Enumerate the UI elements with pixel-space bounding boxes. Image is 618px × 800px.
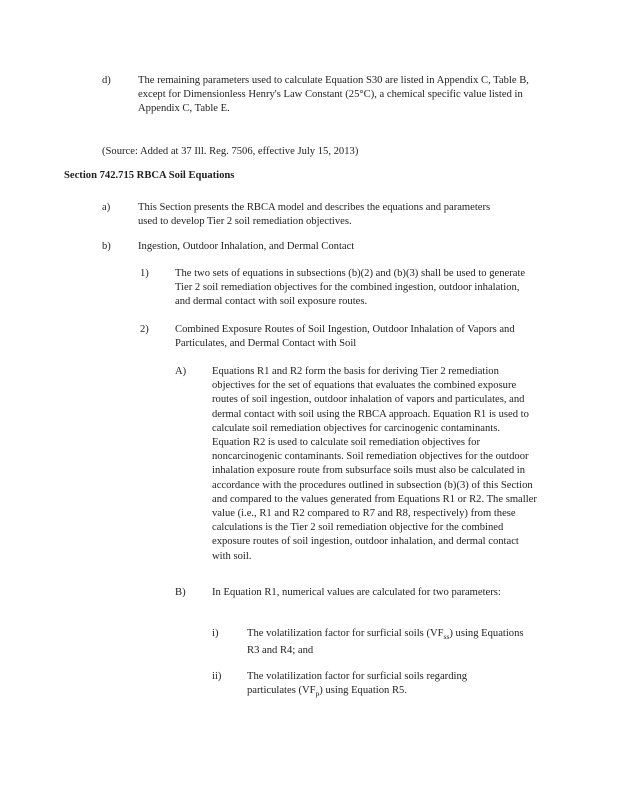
item-ii-text-after: ) using Equation R5. (319, 685, 407, 697)
item-ii-subscript: p (315, 689, 320, 699)
item-ii-text-before: The volatilization factor for surficial soils regarding particulates (VF (247, 671, 468, 697)
item-A-text: Equations R1 and R2 form the basis for deriving Tier 2 remediation objectives for the set of equations that evaluates the combined exposure routes of soil ingestion, outdoor inhalation of vapors and particulates, and dermal contact with soil using the RBCA approach. Equation R1 is used to calculate soil remediation objectives for carcinogenic contaminants. Equation R2 is used to calculate soil remediation objectives for noncarcinogenic contaminants. Soil remediation objectives for the outdoor inhalation exposure route from subsurface soils must also be calculated in accordance with the procedures outlined in subsection (b)(3) of this Section and compared to the values generated from Equations R1 or R2. The smaller value (i.e., R1 and R2 compared to R7 and R8, respectively) from these calculations is the Tier 2 soil remediation objective for the combined exposure routes of soil ingestion, outdoor inhalation, and dermal contact with soil. (212, 366, 537, 562)
item-i-text-after: ) using Equations R3 and R4; and (247, 628, 524, 657)
item-ii-label: ii) (212, 671, 222, 682)
item-i-label: i) (212, 628, 219, 639)
item-b-label: b) (102, 241, 111, 252)
item-b1-text: The two sets of equations in subsections (b)(2) and (b)(3) shall be used to generate Tier 2 soil remediation objectives for the combined ingestion, outdoor inhalation, and dermal contact with soil exposure routes. (175, 268, 526, 308)
item-A-label: A) (175, 366, 187, 377)
item-a-label: a) (102, 202, 111, 213)
item-d-text: The remaining parameters used to calculate Equation S30 are listed in Appendix C, Table B, except for Dimensionless Henry's Law Constant (25°C), a chemical specific value listed in Appendix C, Table E. (138, 75, 529, 115)
item-b-text: Ingestion, Outdoor Inhalation, and Dermal Contact (138, 241, 355, 252)
item-a-text: This Section presents the RBCA model and describes the equations and parameters used to develop Tier 2 soil remediation objectives. (138, 202, 491, 228)
section-heading: Section 742.715 RBCA Soil Equations (64, 170, 235, 181)
source-note: (Source: Added at 37 Ill. Reg. 7506, effective July 15, 2013) (102, 146, 359, 157)
item-ii-text (247, 670, 517, 702)
item-b2-label: 2) (140, 324, 149, 335)
item-i-text-before: The volatilization factor for surficial soils (VF (247, 628, 444, 639)
item-B-text: In Equation R1, numerical values are calculated for two parameters: (212, 587, 501, 598)
item-b2-text: Combined Exposure Routes of Soil Ingestion, Outdoor Inhalation of Vapors and Particulates, and Dermal Contact with Soil (175, 324, 515, 350)
item-B-label: B) (175, 587, 186, 598)
item-i-text (247, 627, 527, 659)
item-d-label: d) (102, 75, 111, 86)
item-i-subscript: ss (443, 632, 450, 642)
item-b1-label: 1) (140, 268, 149, 279)
